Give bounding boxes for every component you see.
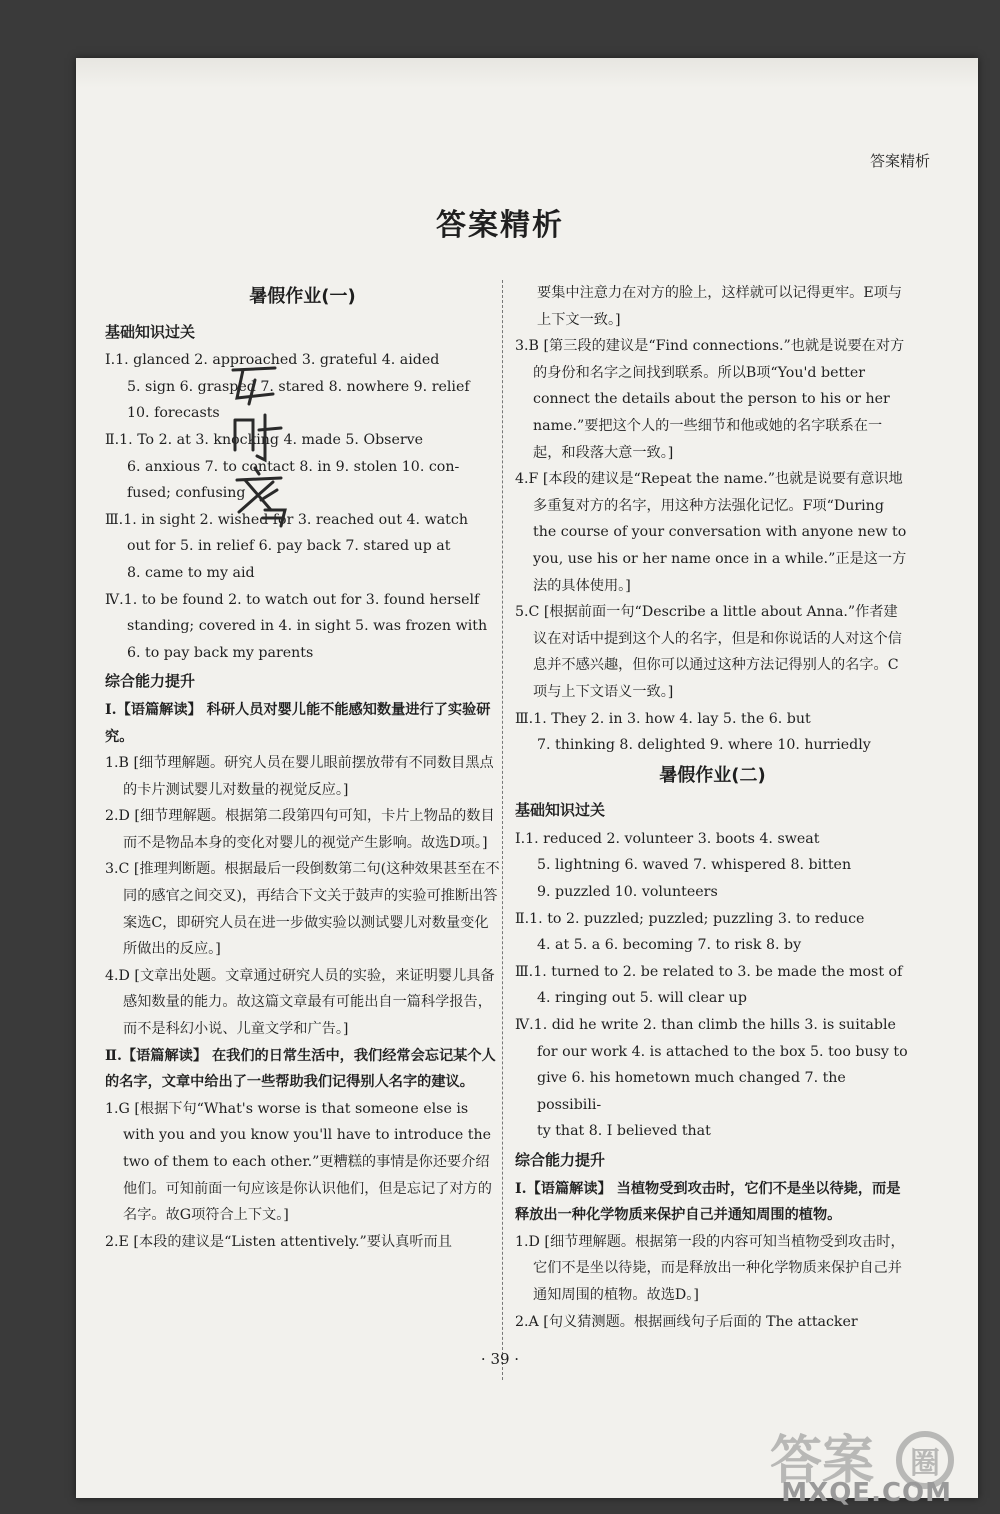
answer-line: Ⅲ.1. turned to 2. be related to 3. be made the most of bbox=[515, 963, 903, 980]
answer-line: Ⅰ.1. reduced 2. volunteer 3. boots 4. sweat bbox=[515, 830, 820, 847]
answer-line: 5. sign 6. grasped 7. stared 8. nowhere 9. relief bbox=[127, 378, 470, 395]
explanation: 1.D [细节理解题。根据第一段的内容可知当植物受到攻击时，它们不是坐以待毙，而是释放出一种化学物质来保护自己并通知周围的植物。故选D。] bbox=[515, 1233, 905, 1303]
answer-line: 6. anxious 7. to contact 8. in 9. stolen 10. con- bbox=[127, 458, 460, 475]
answer-line: 4. ringing out 5. will clear up bbox=[537, 990, 747, 1007]
right-column bbox=[515, 280, 910, 1335]
answer-line: Ⅳ.1. did he write 2. than climb the hills 3. is suitable bbox=[515, 1017, 896, 1034]
answer-line: give 6. his hometown much changed 7. the possibili- bbox=[537, 1070, 846, 1113]
answer-line: 7. thinking 8. delighted 9. where 10. hurriedly bbox=[537, 737, 871, 754]
left-column bbox=[105, 280, 500, 1255]
explanation: 2.E [本段的建议是“Listen attentively.”要认真听而且 bbox=[105, 1233, 452, 1250]
answer-line: ty that 8. I believed that bbox=[537, 1123, 711, 1140]
explanation: 4.F [本段的建议是“Repeat the name.”也就是说要有意识地多重复对方的名字，用这种方法强化记忆。F项“During the course of your conversation with anyone new to you, use his or her name once in a while.”正是这一方法的具体使用。] bbox=[515, 471, 907, 594]
answer-line: Ⅱ.1. to 2. puzzled; puzzled; puzzling 3. to reduce bbox=[515, 910, 865, 927]
answer-line: for our work 4. is attached to the box 5. too busy to bbox=[537, 1043, 908, 1060]
explanation: 3.B [第三段的建议是“Find connections.”也就是说要在对方的身份和名字之间找到联系。所以B项“You'd better connect the details about the person to his or her name.”要把这个人的一些细节和他或她的名字联系在一起，和段落大意一致。] bbox=[515, 338, 905, 461]
passage-summary: Ⅰ.【语篇解读】 当植物受到攻击时，它们不是坐以待毙，而是释放出一种化学物质来保护自己并通知周围的植物。 bbox=[515, 1180, 901, 1224]
watermark-url: MXQE.COM bbox=[781, 1478, 952, 1508]
answer-line: Ⅰ.1. glanced 2. approached 3. grateful 4. aided bbox=[105, 352, 440, 369]
subheading-basic-2: 基础知识过关 bbox=[515, 801, 606, 820]
answer-line: Ⅲ.1. They 2. in 3. how 4. lay 5. the 6. but bbox=[515, 710, 811, 727]
passage-summary: Ⅱ.【语篇解读】 在我们的日常生活中，我们经常会忘记某个人的名字，文章中给出了一些帮助我们记得别人名字的建议。 bbox=[105, 1047, 496, 1091]
answer-lines-1 bbox=[105, 347, 500, 666]
explanation: 3.C [推理判断题。根据最后一段倒数第二句(这种效果甚至在不同的感官之间交叉)，再结合下文关于鼓声的实验可推断出答案选C，即研究人员在进一步做实验以测试婴儿对数量变化所做出的反应。] bbox=[105, 861, 500, 958]
explanation: 1.B [细节理解题。研究人员在婴儿眼前摆放带有不同数目黑点的卡片测试婴儿对数量的视觉反应。] bbox=[105, 755, 494, 798]
running-header: 答案精析 bbox=[869, 152, 930, 170]
passage-summary: Ⅰ.【语篇解读】 科研人员对婴儿能不能感知数量进行了实验研究。 bbox=[105, 701, 491, 745]
subheading-advanced-1: 综合能力提升 bbox=[105, 672, 196, 691]
answer-line: standing; covered in 4. in sight 5. was frozen with bbox=[127, 618, 488, 635]
answer-line: Ⅱ.1. To 2. at 3. knocking 4. made 5. Observe bbox=[105, 431, 424, 448]
explanation: 1.G [根据下句“What's worse is that someone else is with you and you know you'll have to introduce the two of them to each other.”更糟糕的事情是你还要介绍他们。可知前面一句应该是你认识他们，但是忘记了对方的名字。故G项符合上下文。] bbox=[105, 1100, 492, 1224]
page-number: · 39 · bbox=[480, 1350, 520, 1368]
explanation: 2.A [句义猜测题。根据画线句子后面的 The attacker bbox=[515, 1313, 858, 1330]
paper-top-edge bbox=[76, 58, 978, 88]
section-title-1: 暑假作业(一) bbox=[249, 286, 356, 307]
answer-line: Ⅲ.1. in sight 2. wished for 3. reached out 4. watch bbox=[105, 511, 468, 528]
page-title: 答案精析 bbox=[436, 208, 564, 243]
explanation: 4.D [文章出处题。文章通过研究人员的实验，来证明婴儿具备感知数量的能力。故这篇文章最有可能出自一篇科学报告，而不是科幻小说、儿童文学和广告。] bbox=[105, 967, 495, 1038]
answer-line: fused; confusing bbox=[127, 485, 246, 502]
explanation: 5.C [根据前面一句“Describe a little about Anna.”作者建议在对话中提到这个人的名字，但是和你说话的人对这个信息并不感兴趣，但你可以通过这种方法记得别人的名字。C项与上下文语义一致。] bbox=[515, 604, 902, 700]
answer-line: 4. at 5. a 6. becoming 7. to risk 8. by bbox=[537, 937, 802, 954]
subheading-basic-1: 基础知识过关 bbox=[105, 322, 196, 341]
explanation: 要集中注意力在对方的脸上，这样就可以记得更牢。E项与上下文一致。] bbox=[537, 285, 903, 328]
subheading-advanced-2: 综合能力提升 bbox=[515, 1151, 606, 1169]
answer-line: 8. came to my aid bbox=[127, 564, 255, 581]
explanation: 2.D [细节理解题。根据第二段第四句可知，卡片上物品的数目而不是物品本身的变化对婴儿的视觉产生影响。故选D项。] bbox=[105, 808, 495, 851]
answer-line: 9. puzzled 10. volunteers bbox=[537, 884, 718, 901]
answer-line: out for 5. in relief 6. pay back 7. stared up at bbox=[127, 538, 451, 555]
answer-line: Ⅳ.1. to be found 2. to watch out for 3. found herself bbox=[105, 591, 480, 608]
handwriting-mark bbox=[225, 360, 295, 530]
section-title-2: 暑假作业(二) bbox=[659, 764, 766, 786]
svg-text:答案: 答案 bbox=[770, 1431, 875, 1491]
answer-line: 10. forecasts bbox=[127, 405, 220, 422]
answer-lines-2 bbox=[515, 826, 910, 1145]
answer-line: 6. to pay back my parents bbox=[127, 644, 314, 661]
svg-text:圈: 圈 bbox=[910, 1446, 940, 1481]
answer-line: 5. lightning 6. waved 7. whispered 8. bitten bbox=[537, 857, 852, 874]
column-divider bbox=[502, 280, 503, 1380]
